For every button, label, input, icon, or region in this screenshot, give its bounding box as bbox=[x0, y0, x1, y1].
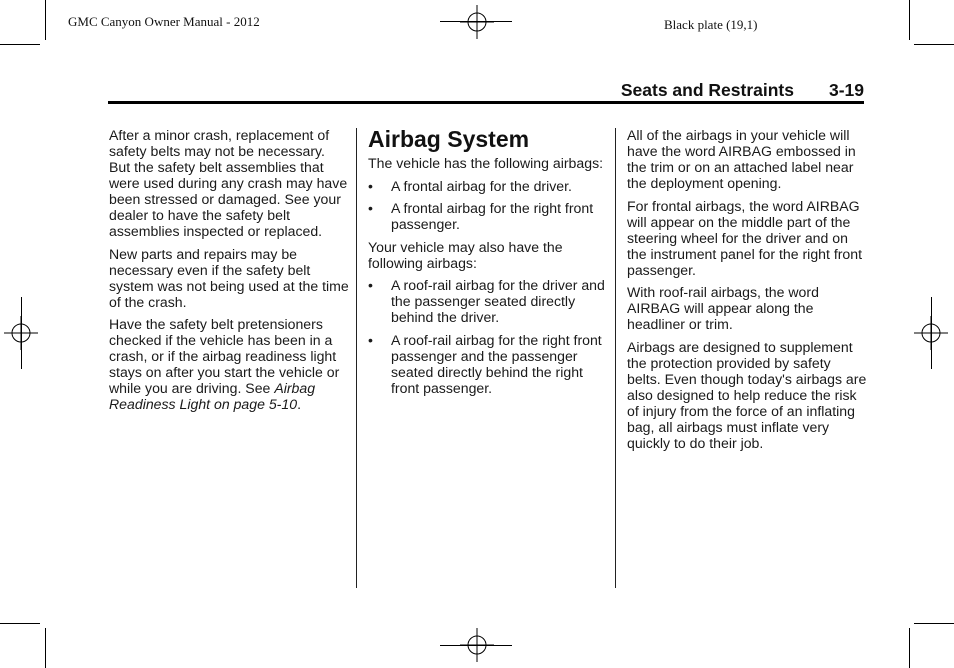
paragraph bbox=[109, 316, 349, 412]
list-item-text: A roof-rail airbag for the driver and the passenger seated directly behind the driver. bbox=[391, 277, 605, 325]
column-1 bbox=[109, 127, 349, 419]
bullet-icon: • bbox=[368, 177, 373, 194]
running-head bbox=[108, 80, 864, 100]
paragraph: All of the airbags in your vehicle will have the word AIRBAG embossed in the trim or on an attached label near the deployment opening. bbox=[627, 127, 856, 191]
bullet-icon: • bbox=[368, 277, 373, 293]
crop-mark-top-left-v bbox=[45, 0, 46, 40]
section-heading: Airbag System bbox=[368, 126, 530, 152]
column-divider-1 bbox=[356, 128, 357, 588]
registration-line-left bbox=[21, 297, 22, 369]
section-title: Seats and Restraints bbox=[620, 80, 794, 100]
list-item bbox=[368, 200, 606, 232]
paragraph-end: . bbox=[297, 396, 301, 412]
page-number: 3-19 bbox=[828, 80, 864, 100]
list-item bbox=[368, 178, 606, 194]
crop-mark-bottom-left-v bbox=[45, 628, 46, 668]
crop-mark-top-right-h bbox=[914, 44, 954, 45]
bullet-icon: • bbox=[368, 200, 373, 216]
column-3 bbox=[627, 127, 867, 457]
registration-mark-top-icon bbox=[460, 5, 494, 39]
doc-title-slug: GMC Canyon Owner Manual - 2012 bbox=[68, 14, 260, 29]
paragraph: The vehicle has the following airbags: bbox=[368, 155, 604, 171]
plate-slug: Black plate (19,1) bbox=[664, 17, 758, 32]
list-item-text: A frontal airbag for the right front passenger. bbox=[391, 200, 594, 232]
paragraph: Airbags are designed to supplement the protection provided by safety belts. Even though today's airbags are also designed to help reduce the risk of injury from the force of an inflating bag, all airbags must inflate very quickly to do their job. bbox=[627, 338, 867, 451]
paragraph: New parts and repairs may be necessary even if the safety belt system was not being used at the time of the crash. bbox=[109, 245, 349, 310]
list-item-text: A frontal airbag for the driver. bbox=[391, 177, 572, 194]
cross-reference-link[interactable]: Airbag Readiness Light on page 5-10 bbox=[109, 380, 316, 412]
list-item bbox=[368, 332, 606, 396]
paragraph: After a minor crash, replacement of safety belts may not be necessary. But the safety belt assemblies that were used during any crash may have been stressed or damaged. See your dealer to have the safety belt assemblies inspected or replaced. bbox=[109, 127, 348, 239]
list-item bbox=[368, 277, 606, 325]
crop-mark-top-left-h bbox=[0, 44, 40, 45]
crop-mark-top-right-v bbox=[909, 0, 910, 40]
paragraph: Your vehicle may also have the following airbags: bbox=[368, 238, 563, 271]
header-rule bbox=[108, 101, 864, 104]
registration-line-bottom bbox=[440, 645, 512, 646]
list-item-text: A roof-rail airbag for the right front passenger and the passenger seated directly behind the right front passenger. bbox=[391, 331, 602, 396]
registration-line-top bbox=[440, 21, 512, 22]
bullet-icon: • bbox=[368, 331, 373, 348]
crop-mark-bottom-left-h bbox=[0, 623, 40, 624]
paragraph-text: Have the safety belt pretensioners checked if the vehicle has been in a crash, or if the airbag readiness light stays on after you start the vehicle or while you are driving. See bbox=[109, 316, 340, 396]
column-2 bbox=[368, 126, 606, 402]
column-divider-2 bbox=[615, 128, 616, 588]
crop-mark-bottom-right-h bbox=[914, 623, 954, 624]
registration-line-right bbox=[931, 297, 932, 369]
paragraph: With roof-rail airbags, the word AIRBAG will appear along the headliner or trim. bbox=[627, 284, 819, 332]
crop-mark-bottom-right-v bbox=[909, 628, 910, 668]
paragraph: For frontal airbags, the word AIRBAG will appear on the middle part of the steering wheel for the driver and on the instrument panel for the right front passenger. bbox=[627, 197, 863, 278]
